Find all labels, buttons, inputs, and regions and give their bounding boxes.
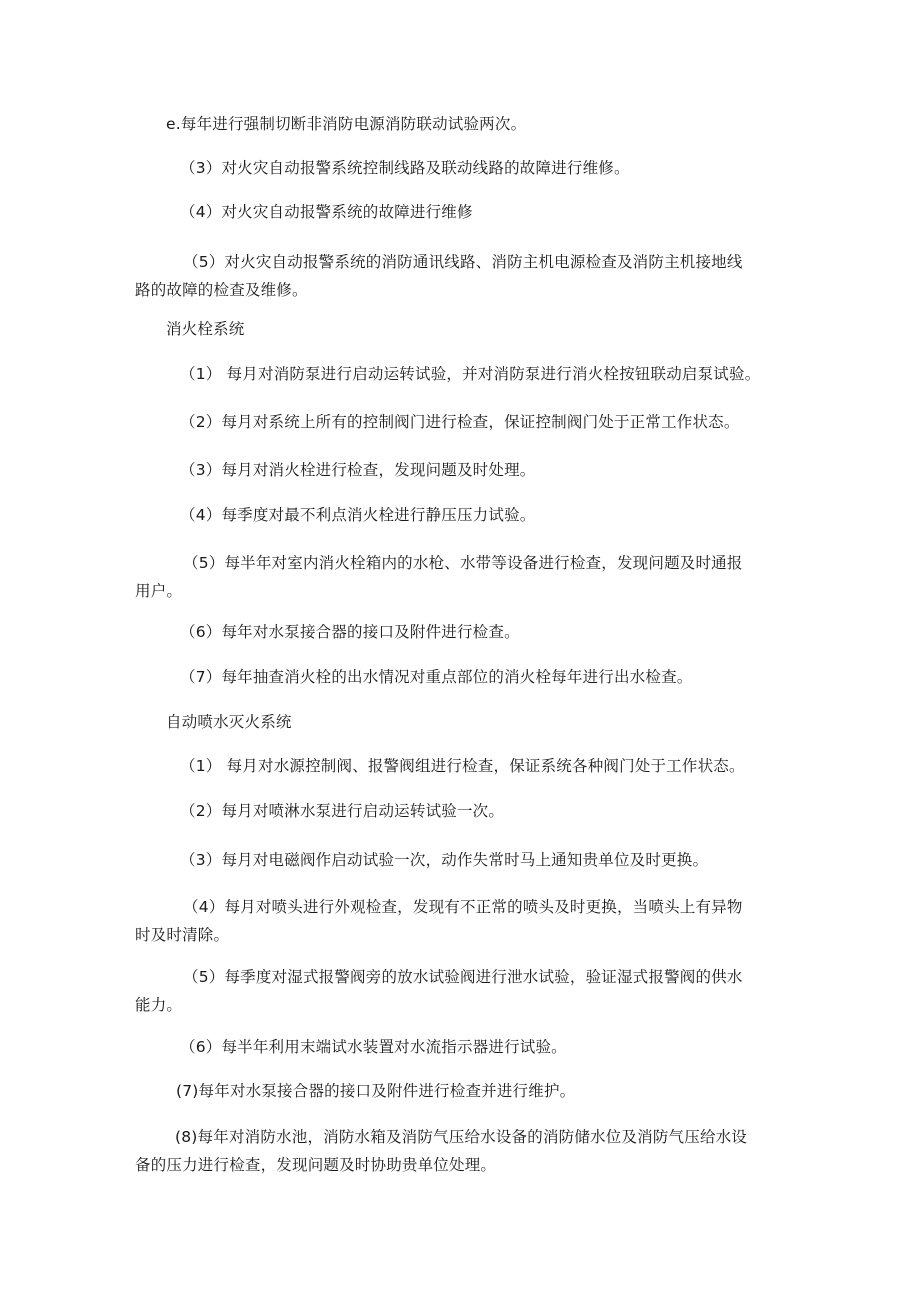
sprinkler-item-4 <box>135 893 795 949</box>
sprinkler-item-5 <box>135 963 795 1019</box>
alarm-item-5-line-1: （5）对火灾自动报警系统的消防通讯线路、消防主机电源检查及消防主机接地线 <box>183 253 743 271</box>
alarm-item-5 <box>135 248 795 304</box>
hydrant-item-7: （7）每年抽查消火栓的出水情况对重点部位的消火栓每年进行出水检查。 <box>180 668 693 686</box>
sprinkler-item-2: （2）每月对喷淋水泵进行启动运转试验一次。 <box>180 802 505 820</box>
alarm-item-4: （4）对火灾自动报警系统的故障进行维修 <box>180 203 473 221</box>
sprinkler-item-6: （6）每半年利用末端试水装置对水流指示器进行试验。 <box>180 1038 567 1056</box>
sprinkler-item-8 <box>135 1123 795 1179</box>
alarm-item-3: （3）对火灾自动报警系统控制线路及联动线路的故障进行维修。 <box>180 159 630 177</box>
sprinkler-item-5-line-1: （5）每季度对湿式报警阀旁的放水试验阀进行泄水试验，验证湿式报警阀的供水 <box>183 968 743 986</box>
sprinkler-item-4-line-2: 时及时清除。 <box>135 926 230 944</box>
sprinkler-item-3: （3）每月对电磁阀作启动试验一次，动作失常时马上通知贵单位及时更换。 <box>180 851 709 869</box>
sprinkler-item-1: （1） 每月对水源控制阀、报警阀组进行检查，保证系统各种阀门处于工作状态。 <box>180 757 745 775</box>
sprinkler-item-4-line-1: （4）每月对喷头进行外观检查，发现有不正常的喷头及时更换，当喷头上有异物 <box>183 898 743 916</box>
section-heading-sprinkler-system: 自动喷水灭火系统 <box>166 713 292 731</box>
hydrant-item-5-line-2: 用户。 <box>135 582 183 600</box>
hydrant-item-6: （6）每年对水泵接合器的接口及附件进行检查。 <box>180 623 520 641</box>
hydrant-item-3: （3）每月对消火栓进行检查，发现问题及时处理。 <box>180 461 536 479</box>
sprinkler-item-7: (7)每年对水泵接合器的接口及附件进行检查并进行维护。 <box>176 1082 576 1100</box>
section-heading-hydrant-system: 消火栓系统 <box>166 320 245 338</box>
hydrant-item-4: （4）每季度对最不利点消火栓进行静压压力试验。 <box>180 506 536 524</box>
sprinkler-item-8-line-1: (8)每年对消防水池，消防水箱及消防气压给水设备的消防储水位及消防气压给水设 <box>175 1128 748 1146</box>
hydrant-item-5-line-1: （5）每半年对室内消火栓箱内的水枪、水带等设备进行检查，发现问题及时通报 <box>183 554 743 572</box>
item-e-annual-power-cut-test: e.每年进行强制切断非消防电源消防联动试验两次。 <box>166 115 527 133</box>
sprinkler-item-8-line-2: 备的压力进行检查，发现问题及时协助贵单位处理。 <box>135 1156 497 1174</box>
hydrant-item-1: （1） 每月对消防泵进行启动运转试验，并对消防泵进行消火栓按钮联动启泵试验。 <box>180 365 761 383</box>
hydrant-item-2: （2）每月对系统上所有的控制阀门进行检查，保证控制阀门处于正常工作状态。 <box>180 413 740 431</box>
sprinkler-item-5-line-2: 能力。 <box>135 996 183 1014</box>
alarm-item-5-line-2: 路的故障的检查及维修。 <box>135 281 308 299</box>
hydrant-item-5 <box>135 549 795 605</box>
